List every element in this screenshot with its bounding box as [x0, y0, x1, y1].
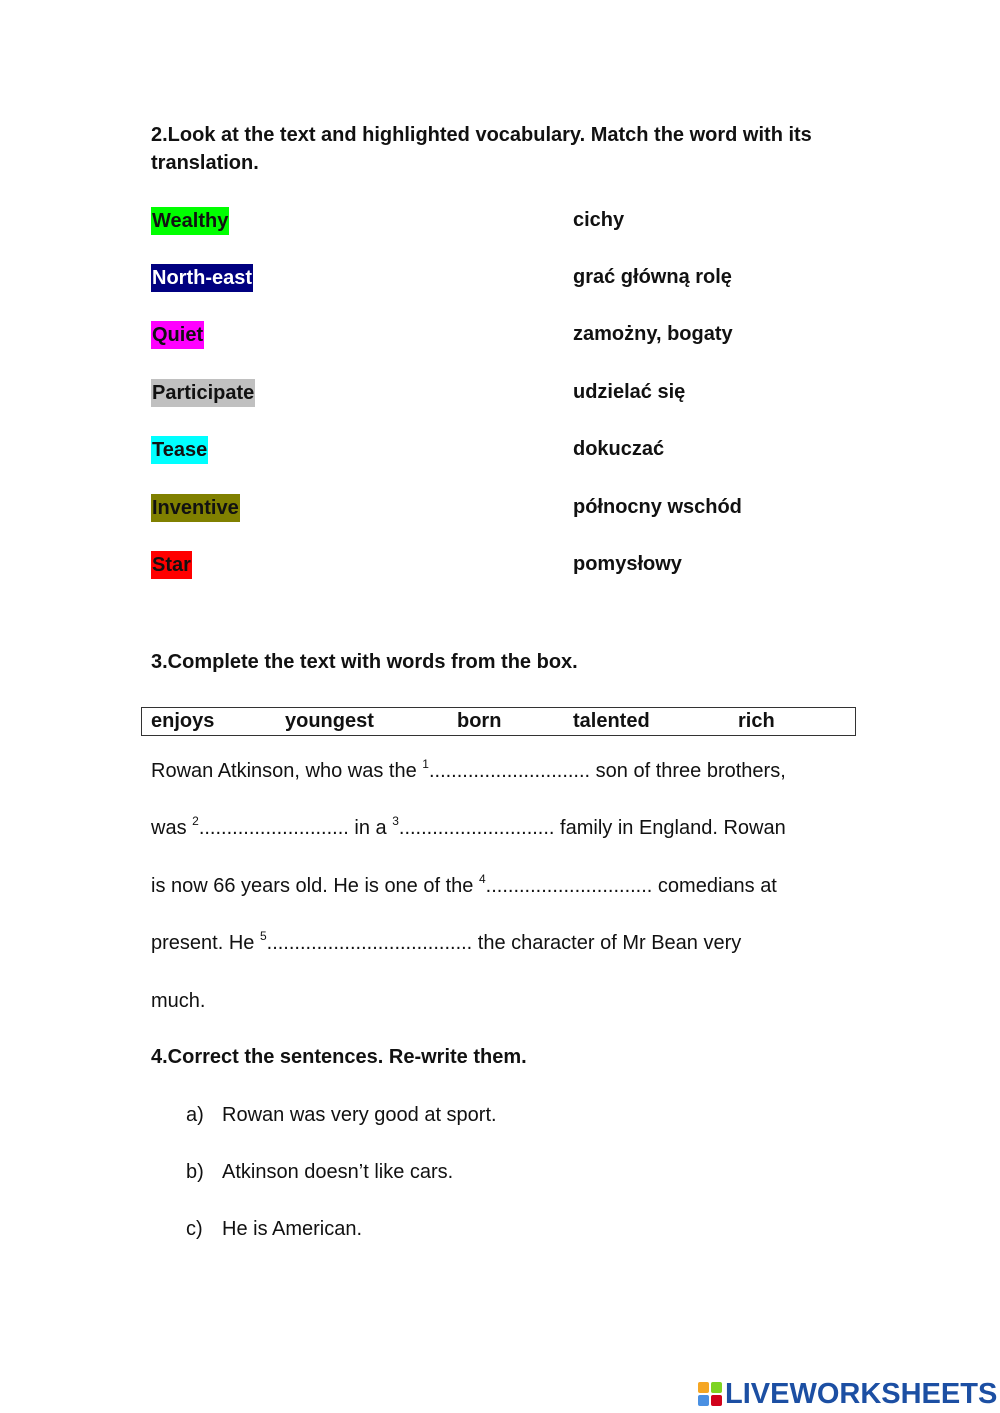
- sentence-c: He is American.: [222, 1218, 363, 1240]
- gap-number-2: 2: [192, 814, 199, 828]
- box-word-born: born: [457, 710, 502, 732]
- text-line-1: Rowan Atkinson, who was the $^1$............................. son of three brothers,: [151, 757, 786, 782]
- sentence-a: Rowan was very good at sport.: [222, 1104, 497, 1126]
- section-2-heading-line-2: translation.: [151, 152, 259, 174]
- item-label-b: b): [186, 1161, 204, 1183]
- vocab-word-tease: Tease: [151, 436, 208, 464]
- vocab-word-star: Star: [151, 551, 192, 579]
- gap-number-3: 3: [392, 814, 399, 828]
- vocab-word-quiet: Quiet: [151, 321, 204, 349]
- liveworksheets-logo: [698, 1377, 997, 1411]
- item-label-c: c): [186, 1218, 203, 1240]
- translation-item[interactable]: udzielać się: [573, 381, 686, 403]
- gap-2-input[interactable]: ........................... in a: [198, 817, 393, 839]
- translation-item[interactable]: dokuczać: [573, 438, 665, 460]
- translation-item[interactable]: grać główną rolę: [573, 266, 732, 288]
- liveworksheets-logo-icon: [698, 1382, 722, 1406]
- translation-item[interactable]: zamożny, bogaty: [573, 323, 733, 345]
- translation-item[interactable]: północny wschód: [573, 496, 742, 518]
- word-box: [141, 707, 856, 736]
- translation-item[interactable]: cichy: [573, 209, 625, 231]
- text-line-3: is now 66 years old. He is one of the $^4$.............................. comedians at: [151, 872, 777, 897]
- gap-3-input[interactable]: ............................ family in England. Rowan: [398, 817, 786, 839]
- gap-4-input[interactable]: .............................. comedians at: [485, 875, 777, 897]
- section-4-heading: 4.Correct the sentences. Re-write them.: [151, 1046, 527, 1068]
- vocab-word-inventive: Inventive: [151, 494, 240, 522]
- gap-1-input[interactable]: ............................. son of three brothers,: [428, 760, 786, 782]
- box-word-youngest: youngest: [285, 710, 374, 732]
- gap-number-1: 1: [422, 757, 429, 771]
- text-line-5: much.: [151, 990, 206, 1012]
- vocab-word-north-east: North-east: [151, 264, 253, 292]
- vocab-word-wealthy: Wealthy: [151, 207, 229, 235]
- section-3-heading: 3.Complete the text with words from the box.: [151, 651, 578, 673]
- translation-item[interactable]: pomysłowy: [573, 553, 682, 575]
- box-word-talented: talented: [573, 710, 650, 732]
- gap-number-5: 5: [259, 929, 267, 943]
- item-label-a: a): [186, 1104, 204, 1126]
- vocab-word-participate: Participate: [151, 379, 255, 407]
- section-2-heading-line-1: 2.Look at the text and highlighted vocabulary. Match the word with its: [151, 124, 812, 146]
- logo-text: LIVEWORKSHEETS: [725, 1377, 998, 1410]
- text-line-2: was $^2$........................... in a $^3$............................ family in England. Rowan: [151, 814, 786, 839]
- gap-5-input[interactable]: ..................................... the character of Mr Bean very: [266, 932, 742, 954]
- text-line-4: present. He $^5$..................................... the character of Mr Bean very: [151, 929, 742, 954]
- gap-number-4: 4: [478, 872, 486, 886]
- box-word-enjoys: enjoys: [151, 710, 215, 732]
- box-word-rich: rich: [738, 710, 775, 732]
- sentence-b: Atkinson doesn’t like cars.: [222, 1161, 454, 1183]
